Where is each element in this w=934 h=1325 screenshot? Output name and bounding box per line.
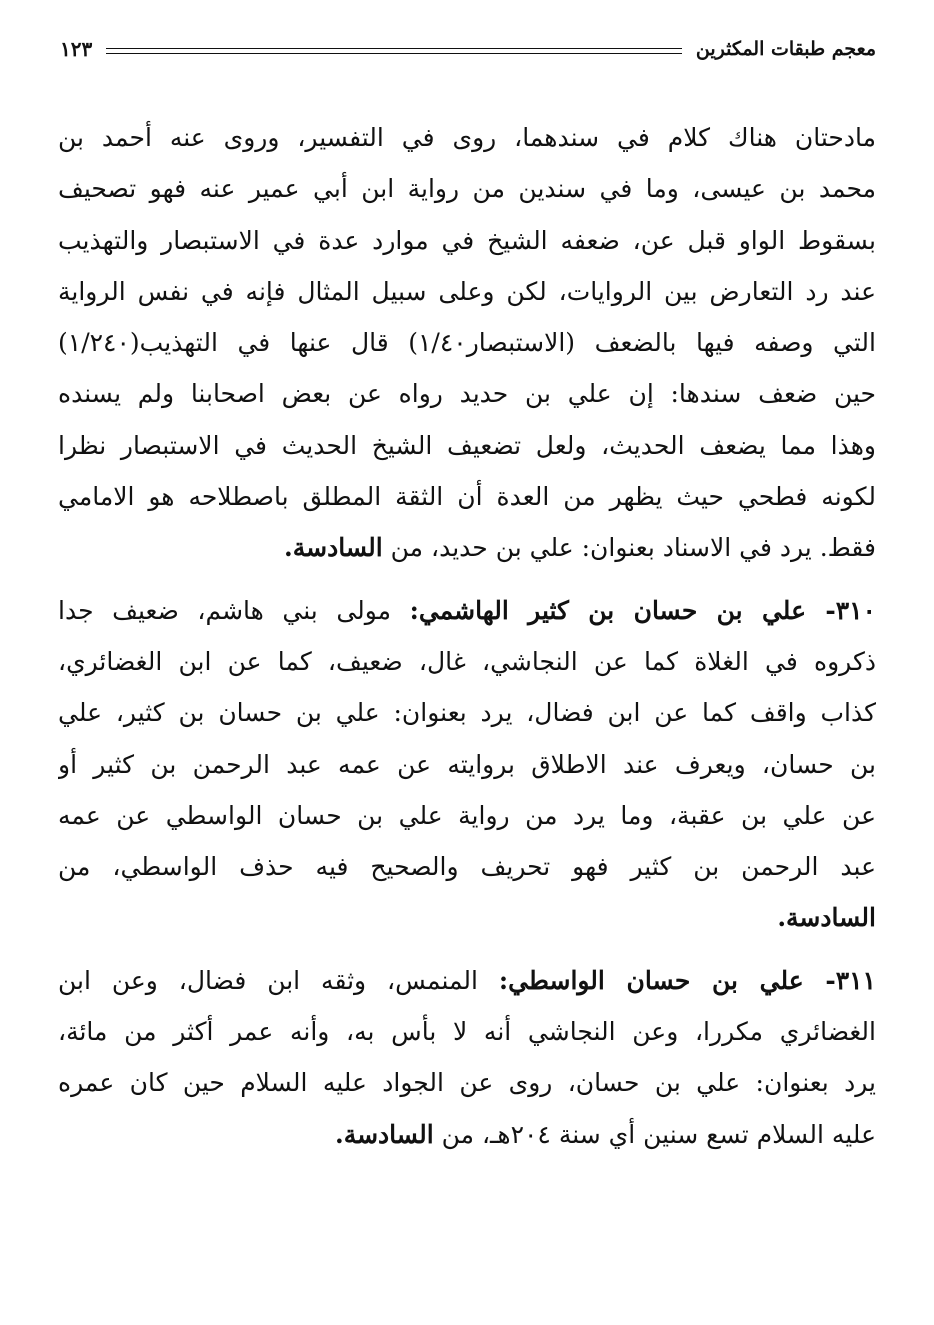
text-line: كذاب واقف كما عن ابن فضال، يرد بعنوان: علي بن حسان بن كثير، علي [58,698,876,728]
book-title: معجم طبقات المكثرين [695,38,876,60]
entry-heading: ٣١١- علي بن حسان الواسطي: [498,965,876,995]
running-header [60,34,876,64]
entry-heading: ٣١٠- علي بن حسان بن كثير الهاشمي: [409,595,876,625]
text-line: ٣١٠- علي بن حسان بن كثير الهاشمي: مولى بني هاشم، ضعيف جدا [58,595,876,625]
text-line: ذكروه في الغلاة كما عن النجاشي، غال، ضعيف، كما عن ابن الغضائري، [58,646,876,676]
text-line [58,892,876,943]
text-line: وهذا مما يضعف الحديث، ولعل تضعيف الشيخ الحديث في الاستبصار نظرا [58,430,876,460]
tabaqa-label: السادسة. [777,903,876,933]
tabaqa-label: السادسة. [284,533,383,563]
page-body [58,112,876,1171]
text-line: عند رد التعارض بين الروايات، لكن وعلى سبيل المثال فإنه في نفس الرواية [58,276,876,306]
text-line: الغضائري مكررا، وعن النجاشي أنه لا بأس به، وأنه عمر أكثر من مائة، [58,1017,876,1047]
entry-311 [58,955,876,1160]
tabaqa-label: السادسة. [335,1119,434,1149]
text-line: محمد بن عيسى، وما في سندين من رواية ابن أبي عمير عنه فهو تصحيف [58,174,876,204]
page-number: ١٢٣ [60,37,93,61]
text-line: حين ضعف سندها: إن علي بن حديد رواه عن بعض اصحابنا ولم يسنده [58,379,876,409]
text-line: بن حسان، ويعرف عند الاطلاق بروايته عن عمه عبد الرحمن بن كثير أو [58,749,876,779]
text-line: عن علي بن عقبة، وما يرد من رواية علي بن حسان الواسطي عن عمه [58,800,876,830]
text-line: ٣١١- علي بن حسان الواسطي: المنمس، وثقه ابن فضال، وعن ابن [58,965,876,995]
text-line: يرد بعنوان: علي بن حسان، روى عن الجواد عليه السلام حين كان عمره [58,1068,876,1098]
entry-310 [58,585,876,944]
text-line: عبد الرحمن بن كثير فهو تحريف والصحيح فيه حذف الواسطي، من [58,852,876,882]
paragraph [58,112,876,574]
text-line: بسقوط الواو قبل عن، ضعفه الشيخ في موارد عدة في الاستبصار والتهذيب [58,225,876,255]
text-line: التي وصفه فيها بالضعف (الاستبصار١/٤٠) قال عنها في التهذيب(١/٢٤٠) [58,328,876,358]
header-rule [106,48,682,54]
text-line: مادحتان هناك كلام في سندهما، روى في التفسير، وروى عنه أحمد بن [58,123,876,152]
text-line: فقط. يرد في الاسناد بعنوان: علي بن حديد، من السادسة. [284,533,876,563]
text-line: عليه السلام تسع سنين أي سنة ٢٠٤هـ، من السادسة. [335,1119,876,1149]
text-line: لكونه فطحي حيث يظهر من العدة أن الثقة المطلق باصطلاحه هو الامامي [58,482,876,512]
